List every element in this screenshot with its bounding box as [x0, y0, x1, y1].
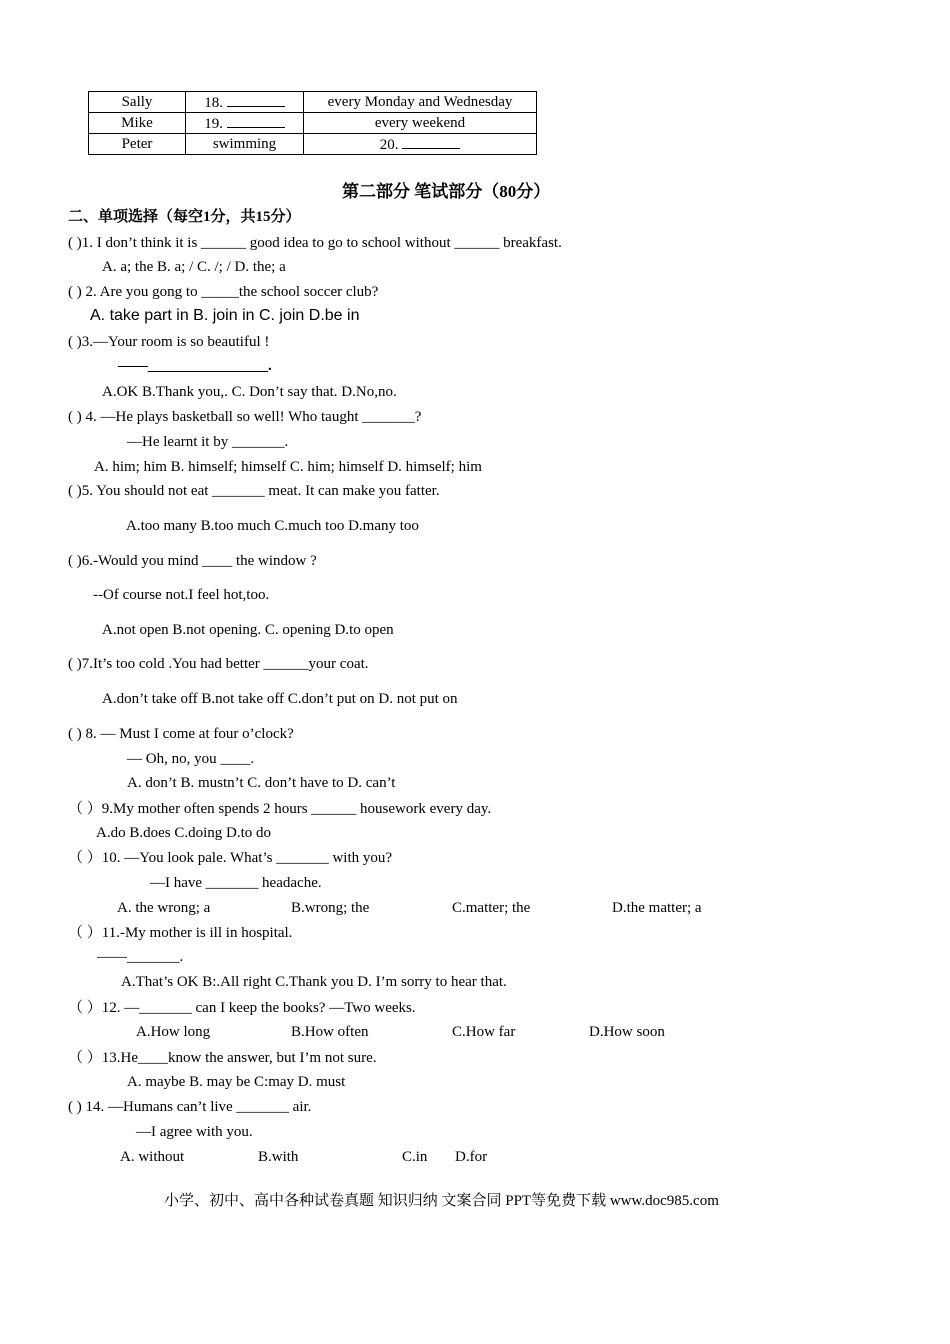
question-stem: （ ）13.He____know the answer, but I’m not sure. [68, 1050, 377, 1066]
question-options: A. him; him B. himself; himself C. him; himself D. himself; him [94, 459, 482, 475]
section-title: 二、单项选择（每空1分，共15分） [68, 209, 301, 225]
question-option: C.matter; the [452, 900, 531, 916]
question-options: A.too many B.too much C.much too D.many too [126, 518, 419, 534]
question-line: --Of course not.I feel hot,too. [93, 587, 270, 603]
question-stem: ( ) 14. —Humans can’t live _______ air. [68, 1099, 312, 1115]
answer-line: ——_______. [97, 949, 184, 965]
question-line: —I have _______ headache. [150, 875, 322, 891]
answer-line: ——________________. [118, 358, 272, 374]
question-option: B.How often [291, 1024, 369, 1040]
table-row [89, 134, 537, 155]
question-option: A. the wrong; a [117, 900, 211, 916]
question-stem: ( )5. You should not eat _______ meat. It can make you fatter. [68, 483, 440, 499]
question-stem: （ ）12. —_______ can I keep the books? —Two weeks. [68, 1000, 416, 1016]
question-options: A.don’t take off B.not take off C.don’t put on D. not put on [102, 691, 458, 707]
question-stem: （ ）9.My mother often spends 2 hours ______ housework every day. [68, 801, 492, 817]
question-line: —I agree with you. [136, 1124, 253, 1140]
question-option: D.the matter; a [612, 900, 702, 916]
question-options: A. a; the B. a; / C. /; / D. the; a [102, 259, 286, 275]
part-title: 第二部分 笔试部分（80分） [342, 182, 551, 201]
question-stem: ( )1. I don’t think it is ______ good idea to go to school without ______ breakfast. [68, 235, 562, 251]
question-option: B.wrong; the [291, 900, 370, 916]
activity-cell: 18. [186, 92, 304, 113]
question-options: A. take part in B. join in C. join D.be in [90, 307, 360, 324]
question-options: A.OK B.Thank you,. C. Don’t say that. D.No,no. [102, 384, 397, 400]
question-stem: ( ) 2. Are you gong to _____the school soccer club? [68, 284, 379, 300]
question-line: —He learnt it by _______. [127, 434, 289, 450]
time-cell: 20. [304, 134, 537, 155]
question-option: A. without [120, 1149, 185, 1165]
question-option: D.How soon [589, 1024, 665, 1040]
question-option: A.How long [136, 1024, 211, 1040]
table-row [89, 92, 537, 113]
question-stem: ( )7.It’s too cold .You had better ______your coat. [68, 656, 369, 672]
question-options: A.That’s OK B:.All right C.Thank you D. I’m sorry to hear that. [121, 974, 507, 990]
activity-cell: 19. [186, 113, 304, 134]
page-footer: 小学、初中、高中各种试卷真题 知识归纳 文案合同 PPT等免费下载 www.doc985.com [164, 1193, 719, 1209]
question-stem: ( ) 8. — Must I come at four o’clock? [68, 726, 294, 742]
question-stem: ( )6.-Would you mind ____ the window ? [68, 553, 317, 569]
name-cell: Peter [89, 134, 186, 155]
question-option: B.with [258, 1149, 299, 1165]
question-option: C.How far [452, 1024, 516, 1040]
schedule-table [88, 91, 537, 155]
question-stem: （ ）11.-My mother is ill in hospital. [68, 925, 293, 941]
time-cell: every weekend [304, 113, 537, 134]
question-options: A. maybe B. may be C:may D. must [127, 1074, 346, 1090]
name-cell: Sally [89, 92, 186, 113]
time-cell: every Monday and Wednesday [304, 92, 537, 113]
question-option: D.for [455, 1149, 488, 1165]
question-options: A. don’t B. mustn’t C. don’t have to D. can’t [127, 775, 396, 791]
question-stem: （ ）10. —You look pale. What’s _______ with you? [68, 850, 393, 866]
name-cell: Mike [89, 113, 186, 134]
question-options: A.not open B.not opening. C. opening D.to open [102, 622, 394, 638]
question-line: — Oh, no, you ____. [127, 751, 255, 767]
activity-cell: swimming [186, 134, 304, 155]
question-option: C.in [402, 1149, 428, 1165]
question-stem: ( )3.—Your room is so beautiful ! [68, 334, 270, 350]
question-options: A.do B.does C.doing D.to do [96, 825, 272, 841]
question-stem: ( ) 4. —He plays basketball so well! Who taught _______? [68, 409, 422, 425]
table-row [89, 113, 537, 134]
